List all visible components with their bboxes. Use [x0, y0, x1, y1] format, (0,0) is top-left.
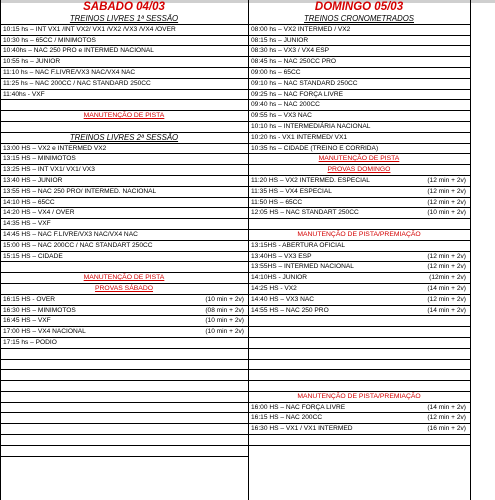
empty-row — [0, 424, 248, 435]
schedule-row — [248, 68, 470, 79]
empty-row — [248, 338, 470, 349]
empty-row — [248, 349, 470, 360]
race-duration: (10 min + 2v) — [205, 317, 244, 325]
schedule-row — [248, 144, 470, 155]
row-text: 16:15 HS – NAC 200CC — [251, 414, 323, 422]
section-note — [248, 230, 470, 241]
schedule-row — [248, 36, 470, 47]
row-text: 14:55 HS – NAC 250 PRO — [251, 306, 329, 314]
row-text: 13:40HS – VX3 ESP — [251, 252, 312, 260]
right-border — [470, 0, 471, 500]
row-text: 10:20 hs - VX1 INTERMED/ VX1 — [251, 133, 348, 141]
row-text: 16:15 HS - OVER — [3, 295, 56, 303]
empty-row — [0, 403, 248, 414]
row-text: MANUTENÇÃO DE PISTA — [318, 155, 400, 163]
row-text: 14:25 HS - VX2 — [251, 284, 297, 292]
schedule-row — [0, 79, 248, 90]
row-text: 09:00 hs – 65CC — [251, 68, 301, 76]
race-duration: (12 min + 2v) — [427, 176, 466, 184]
row-text: 13:15 HS – MINIMOTOS — [3, 155, 76, 163]
schedule-row — [248, 90, 470, 101]
row-text: 11:35 HS – VX4 ESPECIAL — [251, 187, 332, 195]
schedule-row — [248, 100, 470, 111]
schedule-row — [248, 187, 470, 198]
row-text: 16:00 HS – NAC FORÇA LIVRE — [251, 403, 346, 411]
row-text: 11:20 HS – VX2 INTERMED. ESPECIAL — [251, 176, 370, 184]
empty-row — [0, 435, 248, 446]
schedule-row — [0, 144, 248, 155]
row-text: 14:20 HS – VX4 / OVER — [3, 209, 75, 217]
section-note — [0, 273, 248, 284]
schedule-row — [0, 25, 248, 36]
empty-row — [0, 392, 248, 403]
saturday-column — [0, 0, 248, 457]
race-duration: (14 min + 2v) — [427, 306, 466, 314]
race-duration: (12 min + 2v) — [427, 414, 466, 422]
schedule-row — [0, 208, 248, 219]
row-text: 14:35 HS – VXF — [3, 220, 51, 228]
schedule-row — [248, 284, 470, 295]
row-text: TREINOS LIVRES 2ª SESSÃO — [69, 132, 179, 142]
row-text: 14:45 HS – NAC F.LIVRE/VX3 NAC/VX4 NAC — [3, 230, 138, 238]
race-duration: (12 min + 2v) — [427, 198, 466, 206]
race-duration: (10 min + 2v) — [205, 328, 244, 336]
section-note — [248, 392, 470, 403]
row-text: 13:00 HS – VX2 e INTERMED VX2 — [3, 144, 107, 152]
schedule-row — [0, 90, 248, 101]
schedule-row — [0, 36, 248, 47]
empty-row — [0, 349, 248, 360]
schedule-row — [248, 122, 470, 133]
schedule-row — [248, 403, 470, 414]
empty-row — [0, 360, 248, 371]
schedule-row — [0, 306, 248, 317]
left-border — [0, 0, 1, 500]
schedule-row — [248, 111, 470, 122]
row-text: 13:55HS – INTERMED NACIONAL — [251, 263, 354, 271]
row-text: MANUTENÇÃO DE PISTA — [83, 112, 165, 120]
schedule-row — [248, 46, 470, 57]
row-text: 14:10 HS – 65CC — [3, 198, 55, 206]
schedule-row — [248, 198, 470, 209]
row-text: PROVAS DOMINGO — [327, 166, 391, 174]
schedule-row — [0, 316, 248, 327]
schedule-row — [0, 198, 248, 209]
schedule-row — [0, 295, 248, 306]
schedule-row — [0, 176, 248, 187]
schedule-row — [0, 338, 248, 349]
row-text: MANUTENÇÃO DE PISTA — [83, 274, 165, 282]
schedule-row — [248, 133, 470, 144]
schedule-row — [0, 230, 248, 241]
schedule-row — [248, 208, 470, 219]
race-duration: (12 min + 2v) — [427, 187, 466, 195]
empty-row — [248, 435, 470, 446]
row-text: 11:40hs - VXF — [3, 90, 45, 98]
row-text: 08:00 hs – VX2 INTERMED / VX2 — [251, 25, 351, 33]
row-text: 11:25 hs – NAC 200CC / NAC STANDARD 250CC — [3, 79, 151, 87]
row-text: 14:40 HS – VX3 NAC — [251, 295, 315, 303]
empty-row — [248, 219, 470, 230]
schedule-row — [0, 252, 248, 263]
empty-row — [0, 100, 248, 111]
row-text: 10:15 hs – INT VX1 /INT VX2/ VX1 /VX2 /VX3 /VX4 /OVER — [3, 25, 176, 33]
empty-row — [0, 381, 248, 392]
sunday-title: DOMINGO 05/03 — [314, 1, 404, 13]
schedule-row — [248, 295, 470, 306]
empty-row — [248, 381, 470, 392]
empty-row — [0, 370, 248, 381]
schedule-row — [248, 273, 470, 284]
saturday-title: SABADO 04/03 — [83, 1, 165, 13]
row-text: 09:10 hs – NAC STANDARD 250CC — [251, 79, 358, 87]
row-text: MANUTENÇÃO DE PISTA/PREMIAÇÃO — [297, 230, 421, 238]
race-duration: (12 min + 2v) — [427, 295, 466, 303]
section-note — [248, 154, 470, 165]
row-text: 10:35 hs – CIDADE (TREINO E CORRIDA) — [251, 144, 379, 152]
schedule-row — [248, 176, 470, 187]
session-heading — [248, 14, 470, 25]
row-text: TREINOS LIVRES 1ª SESSÃO — [69, 14, 179, 23]
schedule-row — [248, 306, 470, 317]
section-note — [0, 284, 248, 295]
schedule-row — [0, 46, 248, 57]
race-duration: (14 min + 2v) — [427, 284, 466, 292]
race-duration: (14 min + 2v) — [427, 403, 466, 411]
row-text: 13:55 HS – NAC 250 PRO/ INTERMED. NACIONAL — [3, 187, 157, 195]
row-text: 10:40hs – NAC 250 PRO e INTERMED NACIONAL — [3, 47, 154, 55]
empty-row — [0, 122, 248, 133]
row-text: 11:10 hs – NAC F.LIVRE/VX3 NAC/VX4 NAC — [3, 68, 136, 76]
schedule-row — [0, 219, 248, 230]
schedule-row — [248, 262, 470, 273]
row-text: 10:55 hs – JUNIOR — [3, 58, 61, 66]
schedule-row — [248, 413, 470, 424]
row-text: 10:10 hs – INTERMEDIÁRIA NACIONAL — [251, 122, 371, 130]
row-text: TREINOS CRONOMETRADOS — [303, 14, 415, 23]
empty-row — [248, 360, 470, 371]
race-duration: (10 min + 2v) — [427, 209, 466, 217]
schedule-row — [0, 187, 248, 198]
empty-row — [0, 446, 248, 457]
row-text: 13:40 HS – JUNIOR — [3, 176, 63, 184]
row-text: 09:40 hs – NAC 200CC — [251, 101, 320, 109]
row-text: 16:30 HS – MINIMOTOS — [3, 306, 76, 314]
row-text: 10:30 hs – 65CC / MINIMOTOS — [3, 36, 96, 44]
row-text: 08:15 hs – JUNIOR — [251, 36, 309, 44]
schedule-row — [248, 424, 470, 435]
row-text: 17:15 hs – PODIO — [3, 338, 57, 346]
race-duration: (12 min + 2v) — [427, 252, 466, 260]
row-text: 16:30 HS – VX1 / VX1 INTERMED — [251, 425, 353, 433]
row-text: 13:25 HS – INT VX1/ VX1/ VX3 — [3, 166, 95, 174]
row-text: 09:55 hs – VX3 NAC — [251, 112, 312, 120]
row-text: 11:50 HS – 65CC — [251, 198, 303, 206]
empty-row — [0, 413, 248, 424]
race-duration: (10 min + 2v) — [205, 295, 244, 303]
session-heading — [0, 133, 248, 144]
empty-row — [0, 262, 248, 273]
schedule-row — [248, 241, 470, 252]
race-duration: (08 min + 2v) — [205, 306, 244, 314]
empty-row — [248, 370, 470, 381]
row-text: PROVAS SÁBADO — [94, 284, 154, 292]
row-text: 13:15HS - ABERTURA OFICIAL — [251, 241, 346, 249]
empty-row — [248, 316, 470, 327]
section-note — [248, 165, 470, 176]
sunday-rows — [248, 14, 470, 446]
session-heading — [0, 14, 248, 25]
empty-row — [248, 327, 470, 338]
row-text: 15:00 HS – NAC 200CC / NAC STANDART 250CC — [3, 241, 153, 249]
row-text: 15:15 HS – CIDADE — [3, 252, 63, 260]
sunday-column — [248, 0, 470, 446]
race-duration: (16 min + 2v) — [427, 425, 466, 433]
schedule-row — [248, 57, 470, 68]
schedule-row — [0, 68, 248, 79]
row-text: 12:05 HS – NAC STANDART 250CC — [251, 209, 359, 217]
row-text: 08:45 hs – NAC 250CC PRO — [251, 58, 337, 66]
schedule-row — [0, 154, 248, 165]
section-note — [0, 111, 248, 122]
schedule-row — [0, 241, 248, 252]
schedule-row — [0, 327, 248, 338]
row-text: MANUTENÇÃO DE PISTA/PREMIAÇÃO — [297, 392, 421, 400]
schedule-row — [248, 79, 470, 90]
row-text: 17:00 HS – VX4 NACIONAL — [3, 328, 86, 336]
saturday-rows — [0, 14, 248, 457]
row-text: 09:25 hs – NAC FORÇA LIVRE — [251, 90, 343, 98]
row-text: 16:45 HS – VXF — [3, 317, 51, 325]
schedule-row — [248, 252, 470, 263]
schedule-row — [0, 165, 248, 176]
race-duration: (12 min + 2v) — [427, 263, 466, 271]
schedule-row — [0, 57, 248, 68]
row-text: 08:30 hs – VX3 / VX4 ESP — [251, 47, 330, 55]
race-duration: (12min + 2v) — [429, 274, 466, 282]
row-text: 14:10HS - JUNIOR — [251, 274, 308, 282]
schedule-row — [248, 25, 470, 36]
